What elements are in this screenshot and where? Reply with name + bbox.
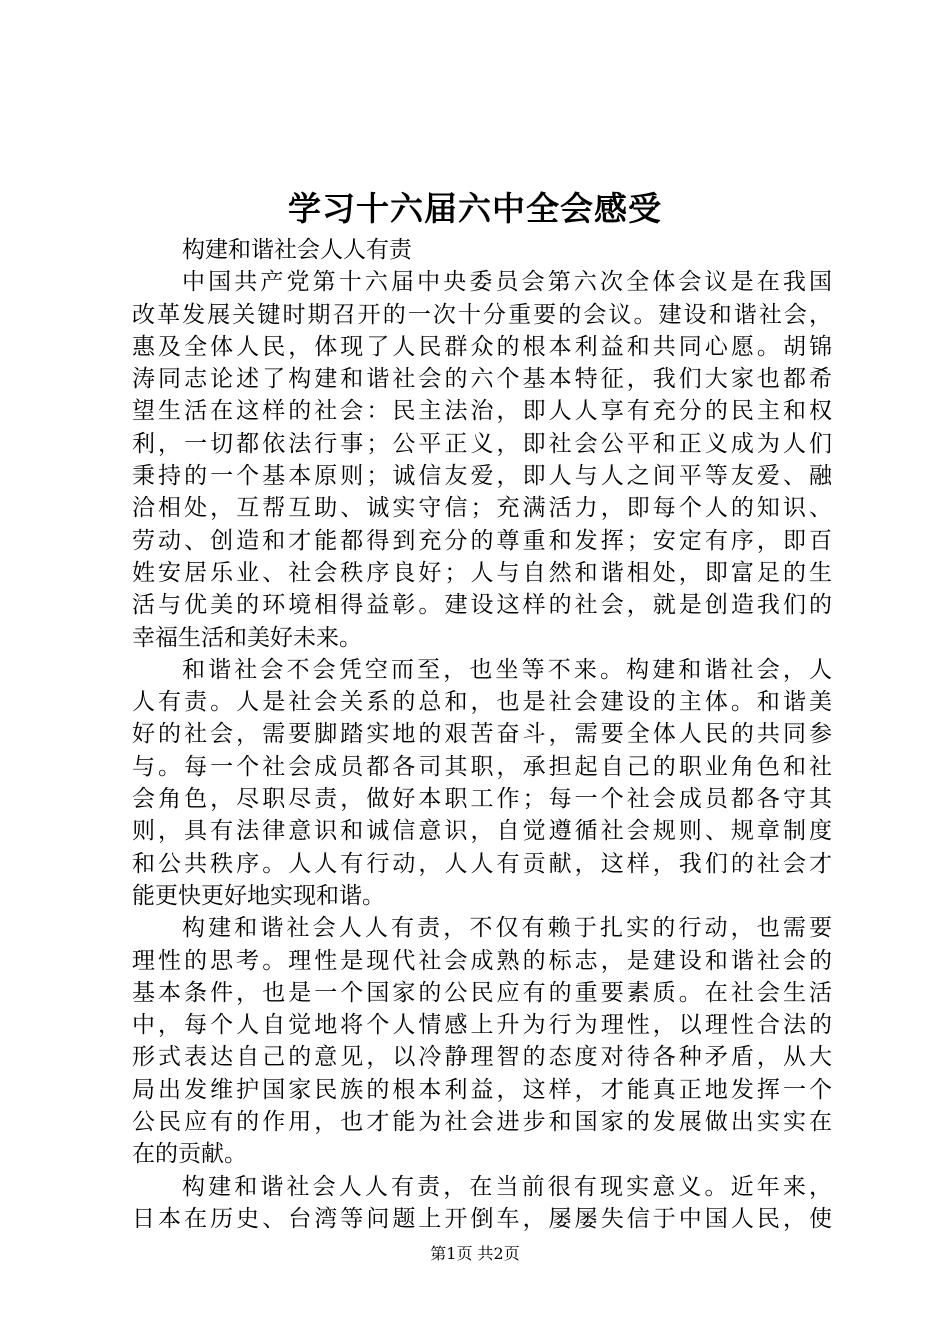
text-line: 与。每一个社会成员都各司其职，承担起自己的职业角色和社 (132, 753, 832, 780)
text-line: 姓安居乐业、社会秩序良好；人与自然和谐相处，即富足的生 (132, 559, 832, 586)
text-line: 会角色，尽职尽责，做好本职工作；每一个社会成员都各守其 (132, 786, 832, 813)
text-line: 基本条件，也是一个国家的公民应有的重要素质。在社会生活 (132, 979, 832, 1006)
text-line: 利，一切都依法行事；公平正义，即社会公平和正义成为人们 (132, 430, 832, 457)
text-line: 涛同志论述了构建和谐社会的六个基本特征，我们大家也都希 (132, 366, 832, 393)
text-line: 惠及全体人民，体现了人民群众的根本利益和共同心愿。胡锦 (132, 333, 832, 360)
text-line: 秉持的一个基本原则；诚信友爱，即人与人之间平等友爱、融 (132, 463, 832, 490)
text-line: 和谐社会不会凭空而至，也坐等不来。构建和谐社会，人 (182, 656, 832, 683)
text-line: 构建和谐社会人人有责，在当前很有现实意义。近年来， (182, 1173, 832, 1200)
text-line: 在的贡献。 (132, 1141, 247, 1168)
text-line: 构建和谐社会人人有责 (182, 237, 412, 263)
text-line: 改革发展关键时期召开的一次十分重要的会议。建设和谐社会， (132, 301, 832, 328)
text-line: 劳动、创造和才能都得到充分的尊重和发挥；安定有序，即百 (132, 527, 832, 554)
page-footer: 第1页 共2页 (430, 1244, 520, 1263)
text-line: 幸福生活和美好未来。 (132, 624, 362, 651)
text-line: 公民应有的作用，也才能为社会进步和国家的发展做出实实在 (132, 1109, 832, 1136)
text-line: 好的社会，需要脚踏实地的艰苦奋斗，需要全体人民的共同参 (132, 721, 832, 748)
text-line: 望生活在这样的社会：民主法治，即人人享有充分的民主和权 (132, 398, 832, 425)
text-line: 局出发维护国家民族的根本利益，这样，才能真正地发挥一个 (132, 1076, 832, 1103)
text-line: 能更快更好地实现和谐。 (132, 882, 385, 909)
text-line: 日本在历史、台湾等问题上开倒车，屡屡失信于中国人民，使 (132, 1205, 832, 1232)
text-line: 理性的思考。理性是现代社会成熟的标志，是建设和谐社会的 (132, 947, 832, 974)
text-line: 中，每个人自觉地将个人情感上升为行为理性，以理性合法的 (132, 1012, 832, 1039)
text-line: 构建和谐社会人人有责，不仅有赖于扎实的行动，也需要 (182, 915, 832, 942)
text-line: 洽相处，互帮互助、诚实守信；充满活力，即每个人的知识、 (132, 495, 832, 522)
text-line: 活与优美的环境相得益彰。建设这样的社会，就是创造我们的 (132, 592, 832, 619)
text-line: 形式表达自己的意见，以冷静理智的态度对待各种矛盾，从大 (132, 1044, 832, 1071)
text-line: 中国共产党第十六届中央委员会第六次全体会议是在我国 (182, 269, 832, 296)
text-line: 和公共秩序。人人有行动，人人有贡献，这样，我们的社会才 (132, 850, 832, 877)
page-title: 学习十六届六中全会感受 (288, 189, 662, 228)
text-line: 则，具有法律意识和诚信意识，自觉遵循社会规则、规章制度 (132, 818, 832, 845)
document-body (132, 234, 832, 1235)
text-line: 人有责。人是社会关系的总和，也是社会建设的主体。和谐美 (132, 689, 832, 716)
